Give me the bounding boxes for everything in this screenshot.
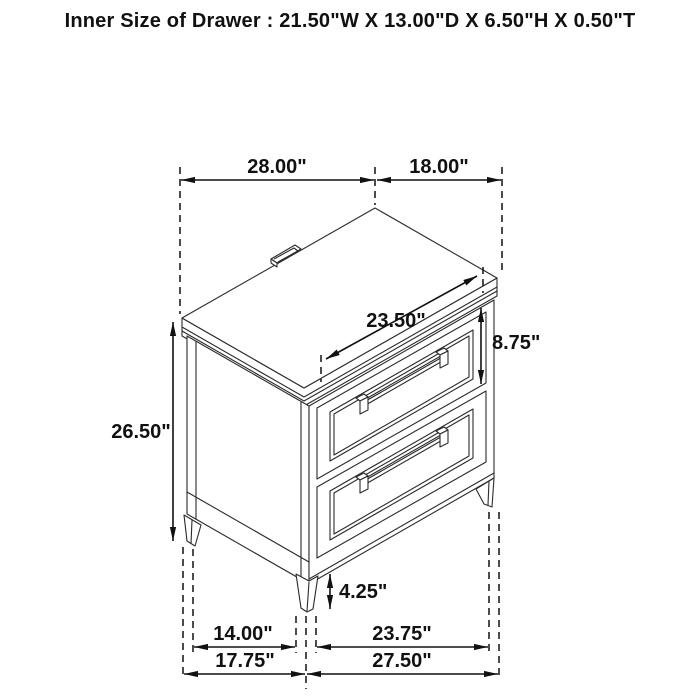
front-leg [296,574,318,612]
label-base-front-inner: 23.75" [372,623,432,645]
label-drawer-front-height: 8.75" [492,332,541,354]
label-overall-height: 26.50" [111,421,171,443]
label-top-diagonal: 23.50" [366,310,426,332]
page-title: Inner Size of Drawer : 21.50"W X 13.00"D X 6.50"H X 0.50"T [64,10,636,32]
label-leg-height: 4.25" [339,581,388,603]
label-base-side-outer: 17.75" [215,650,275,672]
label-base-side-inner: 14.00" [213,623,273,645]
label-top-width: 28.00" [247,156,307,178]
label-top-depth: 18.00" [409,156,469,178]
label-base-front-outer: 27.50" [372,650,432,672]
nightstand-drawing [182,208,497,612]
